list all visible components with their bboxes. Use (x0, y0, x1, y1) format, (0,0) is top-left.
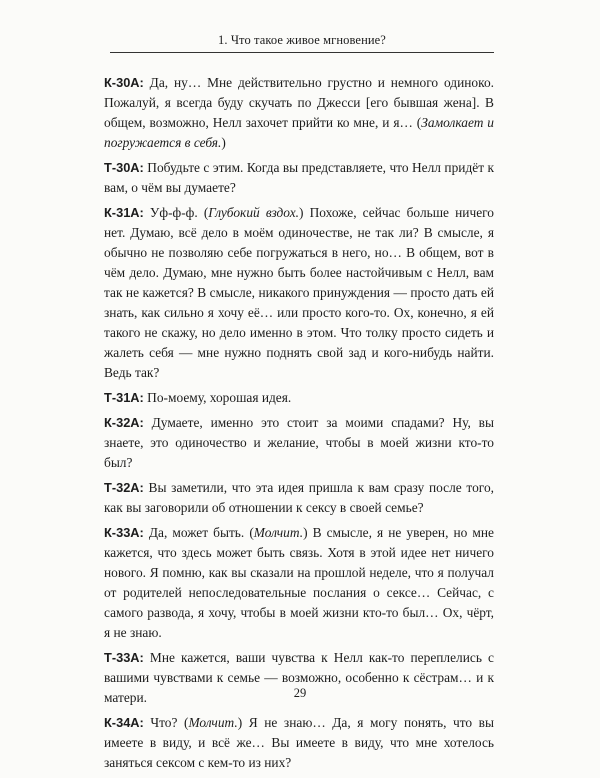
dialogue-paragraph (104, 73, 494, 153)
stage-direction: Замолкает и погружается в себя. (104, 115, 494, 150)
dialogue-paragraph (104, 713, 494, 773)
header-rule (110, 52, 494, 53)
utterance-text: Уф-ф-ф. ( (143, 205, 209, 220)
utterance-text: Что? ( (143, 715, 189, 730)
running-header: 1. Что такое живое мгновение? (218, 33, 386, 47)
dialogue-transcript (104, 73, 494, 778)
dialogue-paragraph (104, 158, 494, 198)
page-number: 29 (293, 686, 307, 700)
utterance-text: ) (221, 135, 226, 150)
utterance-text: Да, может быть. ( (143, 525, 254, 540)
speaker-label: К-33А: (104, 525, 144, 540)
speaker-label: Т-31А: (104, 390, 144, 405)
stage-direction: Молчит. (253, 525, 304, 540)
speaker-label: К-34А: (104, 715, 144, 730)
dialogue-paragraph (104, 523, 494, 643)
speaker-label: К-30А: (104, 75, 144, 90)
dialogue-paragraph (104, 388, 494, 408)
speaker-label: Т-32А: (104, 480, 144, 495)
dialogue-paragraph (104, 203, 494, 383)
dialogue-paragraph (104, 413, 494, 473)
utterance-text: Мне кажется, ваши чувства к Нелл как-то переплелись с вашими чувствами к семье — возможно, особенно к сёстрам… и к матери. (104, 650, 494, 705)
utterance-text: Думаете, именно это стоит за моими спадами? Ну, вы знаете, это одиночество и желание, чтобы в моей жизни кто-то был? (104, 415, 494, 470)
dialogue-paragraph (104, 478, 494, 518)
utterance-text: По-моему, хорошая идея. (143, 390, 292, 405)
speaker-label: К-32А: (104, 415, 144, 430)
utterance-text: Вы заметили, что эта идея пришла к вам сразу после того, как вы заговорили об отношении к сексу в своей семье? (104, 480, 494, 515)
stage-direction: Глубокий вздох. (208, 205, 300, 220)
utterance-text: ) Я не знаю… Да, я могу понять, что вы имеете в виду, и всё же… Вы имеете в виду, что мне хотелось заняться сексом с кем-то из них? (104, 715, 495, 770)
utterance-text: ) Похоже, сейчас больше ничего нет. Думаю, всё дело в моём одиночестве, не так ли? В смысле, я обычно не позволяю себе погружаться в него, но… В общем, вот в чём дело. Думаю, мне нужно быть более настойчивым с Нелл, вам так не кажется? В смысле, никакого принуждения — просто дать ей знать, как сильно я хочу её… или просто кого-то. Ох, конечно, я ей такого не скажу, но дело именно в этом. Что толку просто сидеть и жалеть себя — мне нужно поднять свой зад и кого-нибудь найти. Ведь так? (104, 205, 494, 380)
stage-direction: Молчит. (188, 715, 238, 730)
utterance-text: Да, ну… Мне действительно грустно и немного одиноко. Пожалуй, я всегда буду скучать по Джесси [его бывшая жена]. В общем, возможно, Нелл захочет прийти ко мне, и я… ( (104, 75, 494, 130)
utterance-text: Побудьте с этим. Когда вы представляете, что Нелл придёт к вам, о чём вы думаете? (104, 160, 494, 195)
speaker-label: К-31А: (104, 205, 144, 220)
utterance-text: ) В смысле, я не уверен, но мне кажется, что здесь может быть связь. Хотя в этой идее нет ничего нового. Я помню, как вы сказали на прошлой неделе, что я получал от родителей непоследовательные послания о сексе… Сейчас, с самого развода, я хочу, чтобы в моей жизни кто-то был… Ох, чёрт, я не знаю. (104, 525, 494, 640)
speaker-label: Т-30А: (104, 160, 144, 175)
speaker-label: Т-33А: (104, 650, 144, 665)
